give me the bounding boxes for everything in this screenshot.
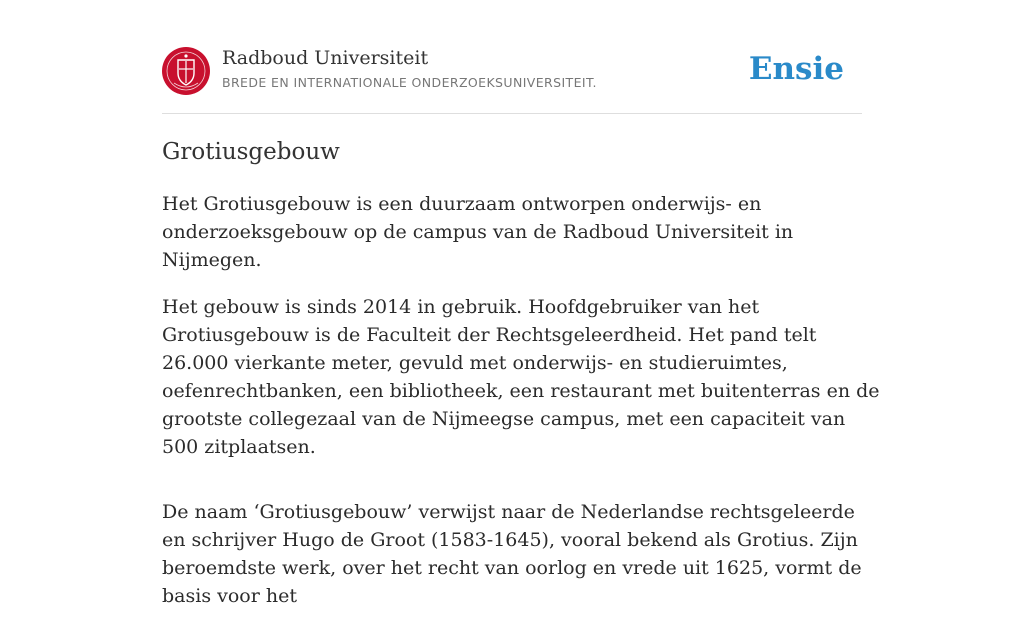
- org-tagline: BREDE EN INTERNATIONALE ONDERZOEKSUNIVERSITEIT.: [222, 75, 597, 90]
- ensie-logo-link[interactable]: Ensie: [748, 51, 844, 87]
- article-paragraph: Het Grotiusgebouw is een duurzaam ontworpen onderwijs- en onderzoeksgebouw op de campus van de Radboud Universiteit in Nijmegen.: [162, 193, 794, 271]
- header: [162, 0, 862, 114]
- org-name[interactable]: Radboud Universiteit: [222, 47, 429, 69]
- article-body: [162, 190, 882, 629]
- article-paragraph: Het gebouw is sinds 2014 in gebruik. Hoofdgebruiker van het Grotiusgebouw is de Faculteit der Rechtsgeleerdheid. Het pand telt 26.000 vierkante meter, gevuld met onderwijs- en studieruimtes, oefenrechtbanken, een bibliotheek, een restaurant met buitenterras en de grootste collegezaal van de Nijmeegse campus, met een capaciteit van 500 zitplaatsen.: [162, 296, 880, 458]
- radboud-seal-icon[interactable]: [162, 47, 210, 95]
- page: [162, 0, 880, 607]
- article-paragraph: De naam ‘Grotiusgebouw’ verwijst naar de Nederlandse rechtsgeleerde en schrijver Hugo de Groot (1583-1645), vooral bekend als Grotius. Zijn beroemdste werk, over het recht van oorlog en vrede uit 1625, vormt de basis voor het: [162, 501, 862, 607]
- page-title: Grotiusgebouw: [162, 139, 340, 165]
